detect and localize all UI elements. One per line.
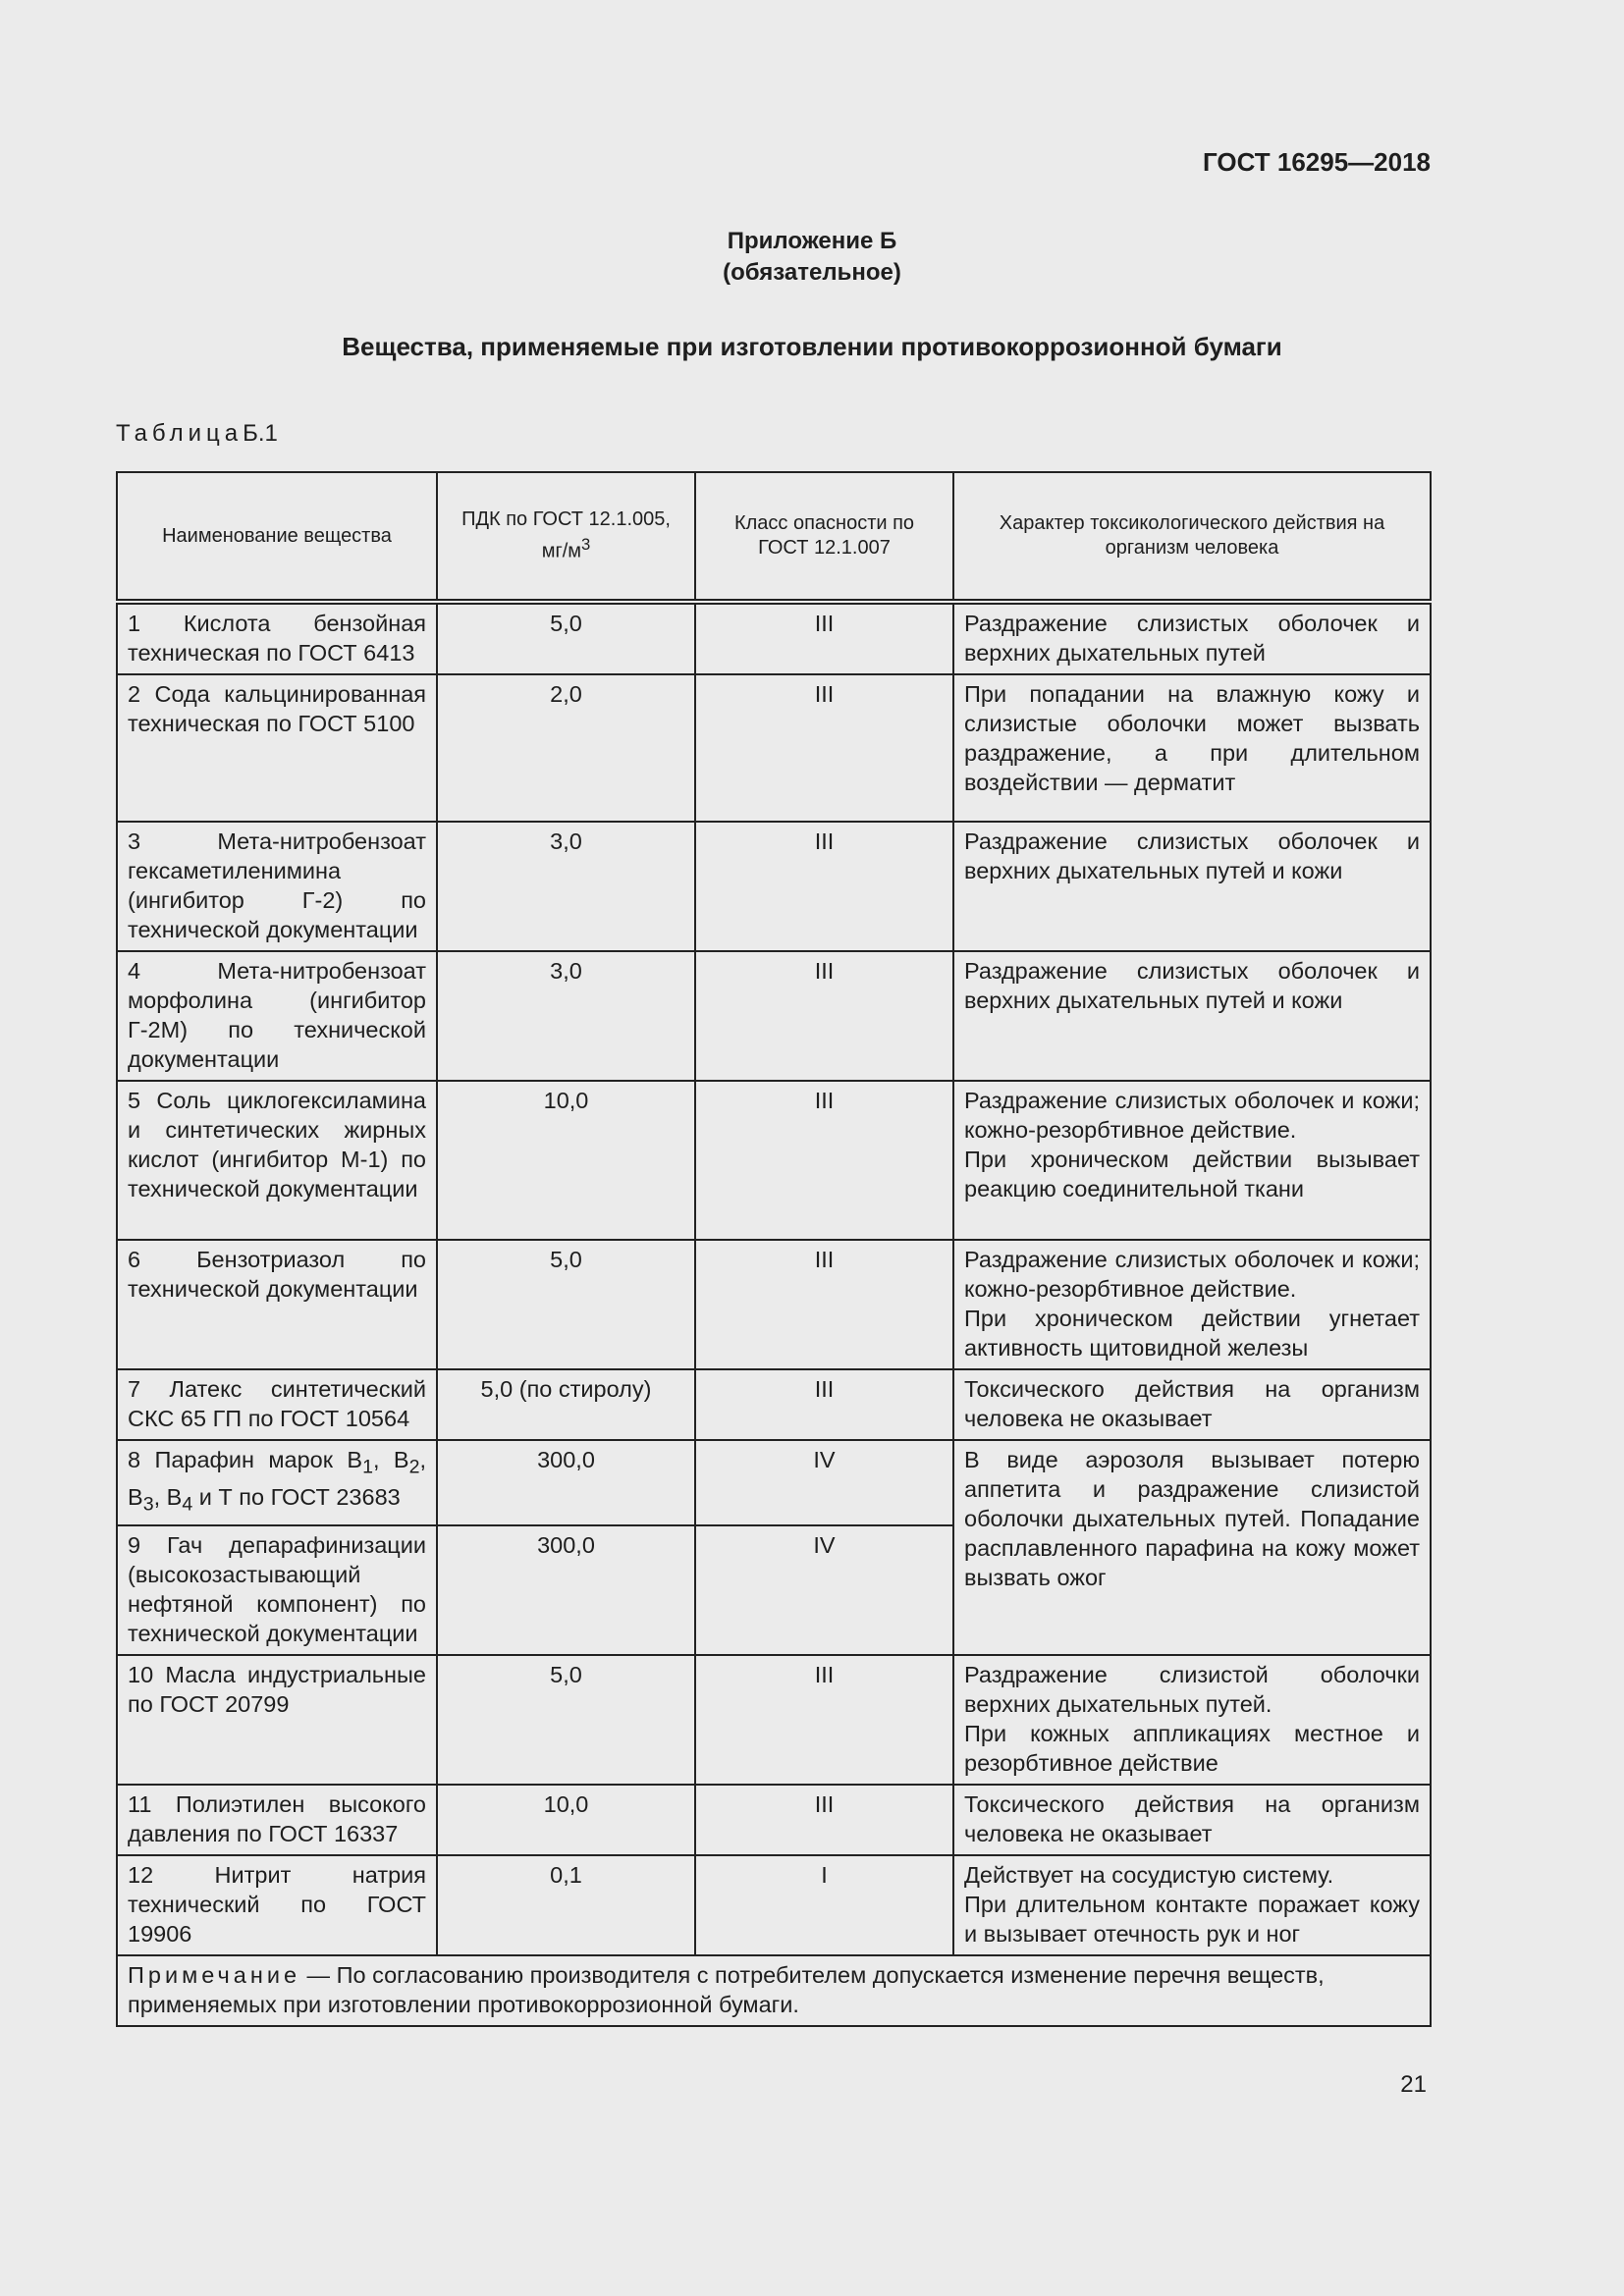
- toxic-effect-paragraph: Раздражение слизистых оболочек и кожи; кожно-резорбтивное действие.: [964, 1247, 1420, 1302]
- page-number: 21: [1400, 2071, 1427, 2098]
- toxic-effect: Токсического действия на организм человека не оказывает: [953, 1369, 1431, 1440]
- toxic-effect-paragraph: При хроническом действии угнетает активность щитовидной железы: [964, 1306, 1420, 1361]
- appendix-heading: [0, 226, 1624, 289]
- pdk-value: 10,0: [437, 1081, 695, 1240]
- toxic-effect: При попадании на влажную кожу и слизистые оболочки может вызвать раздражение, а при длительном воздействии — дерматит: [953, 674, 1431, 822]
- hazard-class: III: [695, 674, 953, 822]
- toxic-effect-paragraph: При кожных аппликациях местное и резорбтивное действие: [964, 1721, 1420, 1777]
- name-part: 8 Парафин марок В: [128, 1447, 363, 1472]
- appendix-title: Приложение Б: [727, 228, 897, 254]
- table-row: [117, 822, 1431, 951]
- header-toxic-effect: Характер токсикологического действия на организм человека: [953, 472, 1431, 602]
- substance-name: 12 Нитрит натрия технический по ГОСТ 19906: [117, 1855, 437, 1955]
- substance-name: 3 Мета-нитробензоат гексаметиленимина (ингибитор Г-2) по технической документации: [117, 822, 437, 951]
- hazard-class: III: [695, 1081, 953, 1240]
- table-row: [117, 1081, 1431, 1240]
- substance-name: 5 Соль циклогексиламина и синтетических жирных кислот (ингибитор М-1) по технической документации: [117, 1081, 437, 1240]
- substance-name: 4 Мета-нитробензоат морфолина (ингибитор Г-2М) по технической документации: [117, 951, 437, 1081]
- substance-name: [117, 1440, 437, 1525]
- subscript: 3: [142, 1493, 154, 1516]
- hazard-class: III: [695, 951, 953, 1081]
- header-pdk: [437, 472, 695, 602]
- note-text: — По согласованию производителя с потребителем допускается изменение перечня веществ, применяемых при изготовлении противокоррозионной бумаги.: [128, 1962, 1325, 2018]
- table-note-row: [117, 1955, 1431, 2026]
- table-row: [117, 1240, 1431, 1369]
- name-part: , В: [372, 1447, 409, 1472]
- toxic-effect: [953, 1240, 1431, 1369]
- pdk-value: 3,0: [437, 951, 695, 1081]
- table-note: [117, 1955, 1431, 2026]
- name-part: и Т по ГОСТ 23683: [192, 1483, 401, 1510]
- hazard-class: III: [695, 1785, 953, 1855]
- substance-name: 9 Гач депарафинизации (высокозастывающий нефтяной компонент) по технической документации: [117, 1525, 437, 1655]
- hazard-class: I: [695, 1855, 953, 1955]
- hazard-class: IV: [695, 1440, 953, 1525]
- header-name: Наименование вещества: [117, 472, 437, 602]
- toxic-effect-paragraph: Раздражение слизистых оболочек и кожи; кожно-резорбтивное действие.: [964, 1088, 1420, 1143]
- hazard-class: III: [695, 1369, 953, 1440]
- toxic-effect: Раздражение слизистых оболочек и верхних дыхательных путей и кожи: [953, 822, 1431, 951]
- toxic-effect: [953, 1081, 1431, 1240]
- pdk-value: 3,0: [437, 822, 695, 951]
- pdk-value: 5,0: [437, 1655, 695, 1785]
- table-row: [117, 1440, 1431, 1525]
- table-row: [117, 1369, 1431, 1440]
- pdk-value: 10,0: [437, 1785, 695, 1855]
- substance-name: 6 Бензотриазол по технической документации: [117, 1240, 437, 1369]
- toxic-effect-paragraph: Действует на сосудистую систему.: [964, 1862, 1334, 1889]
- header-pdk-sup: 3: [581, 535, 591, 555]
- substance-name: 11 Полиэтилен высокого давления по ГОСТ 16337: [117, 1785, 437, 1855]
- table-row: [117, 674, 1431, 822]
- note-lead: Примечание: [128, 1962, 301, 1989]
- substance-name: 2 Сода кальцинированная техническая по ГОСТ 5100: [117, 674, 437, 822]
- toxic-effect-paragraph: Раздражение слизистой оболочки верхних дыхательных путей.: [964, 1662, 1420, 1718]
- pdk-value: 5,0: [437, 1240, 695, 1369]
- toxic-effect-paragraph: При длительном контакте поражает кожу и вызывает отечность рук и ног: [964, 1892, 1420, 1948]
- table-row: [117, 602, 1431, 674]
- subscript: 2: [408, 1456, 420, 1478]
- toxic-effect: Раздражение слизистых оболочек и верхних дыхательных путей и кожи: [953, 951, 1431, 1081]
- document-title: Вещества, применяемые при изготовлении противокоррозионной бумаги: [342, 332, 1282, 361]
- pdk-value: 300,0: [437, 1440, 695, 1525]
- pdk-value: 5,0 (по стиролу): [437, 1369, 695, 1440]
- hazard-class: IV: [695, 1525, 953, 1655]
- substances-table: [116, 471, 1432, 2027]
- hazard-class: III: [695, 602, 953, 674]
- hazard-class: III: [695, 1240, 953, 1369]
- standard-code: ГОСТ 16295—2018: [1203, 147, 1431, 177]
- substance-name: 10 Масла индустриальные по ГОСТ 20799: [117, 1655, 437, 1785]
- toxic-effect: В виде аэрозоля вызывает потерю аппетита и раздражение слизистой оболочки дыхательных путей. Попадание расплавленного парафина на кожу может вызвать ожог: [953, 1440, 1431, 1655]
- pdk-value: 5,0: [437, 602, 695, 674]
- table-caption-lead: Таблица: [116, 420, 244, 447]
- toxic-effect-paragraph: При хроническом действии вызывает реакцию соединительной ткани: [964, 1147, 1420, 1201]
- appendix-status: (обязательное): [723, 259, 901, 286]
- substance-name: 7 Латекс синтетический СКС 65 ГП по ГОСТ 10564: [117, 1369, 437, 1440]
- subscript: 1: [362, 1456, 373, 1478]
- table-header-row: [117, 472, 1431, 602]
- toxic-effect: [953, 1655, 1431, 1785]
- hazard-class: III: [695, 1655, 953, 1785]
- toxic-effect: [953, 1855, 1431, 1955]
- header-hazard-class: Класс опасности по ГОСТ 12.1.007: [695, 472, 953, 602]
- table-row: [117, 1855, 1431, 1955]
- hazard-class: III: [695, 822, 953, 951]
- table-caption-number: Б.1: [243, 420, 278, 447]
- header-pdk-text: ПДК по ГОСТ 12.1.005, мг/м: [461, 508, 671, 562]
- name-part: , В: [153, 1483, 183, 1510]
- table-row: [117, 1785, 1431, 1855]
- table-row: [117, 951, 1431, 1081]
- substance-name: 1 Кислота бензойная техническая по ГОСТ 6413: [117, 602, 437, 674]
- toxic-effect: Раздражение слизистых оболочек и верхних дыхательных путей: [953, 602, 1431, 674]
- name-part: , В: [128, 1447, 426, 1510]
- toxic-effect: Токсического действия на организм человека не оказывает: [953, 1785, 1431, 1855]
- pdk-value: 0,1: [437, 1855, 695, 1955]
- pdk-value: 2,0: [437, 674, 695, 822]
- pdk-value: 300,0: [437, 1525, 695, 1655]
- table-caption: [116, 420, 278, 448]
- subscript: 4: [182, 1493, 193, 1516]
- table-row: [117, 1655, 1431, 1785]
